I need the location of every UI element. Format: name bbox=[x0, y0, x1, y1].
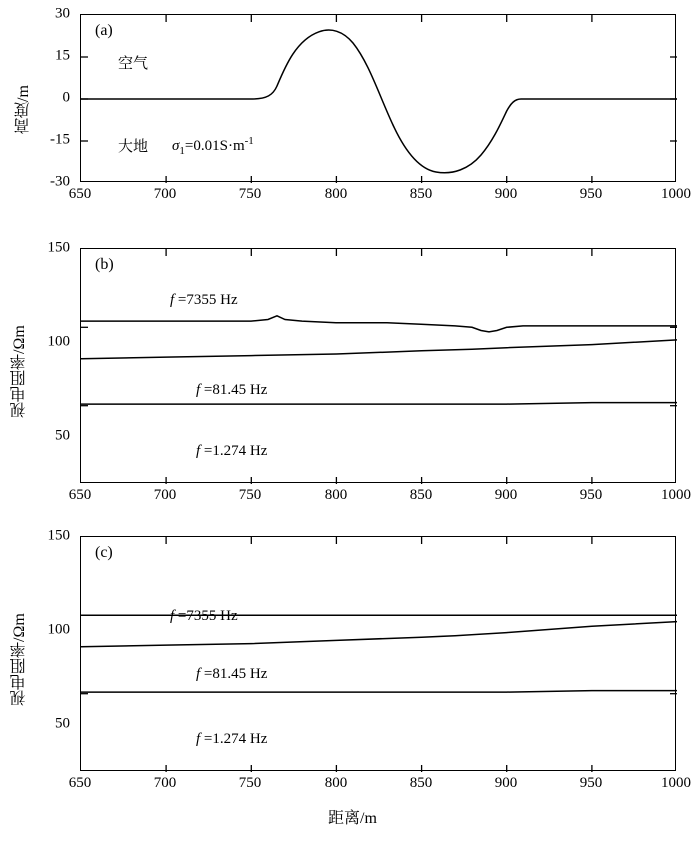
panel-c-plot-area bbox=[80, 536, 676, 771]
panel-b-xtick-3: 800 bbox=[324, 487, 348, 503]
panel-a-svg bbox=[81, 15, 677, 183]
panel-b-xtick-0: 650 bbox=[68, 487, 92, 503]
panel-c-xtick-2: 750 bbox=[238, 775, 262, 791]
panel-a-plot-area bbox=[80, 14, 676, 182]
panel-b-xtick-5: 900 bbox=[494, 487, 518, 503]
panel-c-label-7355 bbox=[170, 608, 238, 625]
panel-c-xtick-3: 800 bbox=[324, 775, 348, 791]
panel-b-xtick-7: 1000 bbox=[661, 487, 691, 503]
sigma-symbol: σ bbox=[172, 138, 180, 154]
panel-a-xtick-4: 850 bbox=[409, 186, 433, 202]
panel-b-ytick-0: 150 bbox=[47, 239, 70, 256]
panel-a-xtick-7: 1000 bbox=[661, 186, 691, 202]
freq-value: =1.274 Hz bbox=[200, 443, 268, 459]
panel-c-ytick-0: 150 bbox=[47, 527, 70, 544]
panel-c-svg bbox=[81, 537, 677, 772]
panel-b-label-7355 bbox=[170, 292, 238, 309]
panel-b-xtick-2: 750 bbox=[238, 487, 262, 503]
panel-c-curve-1274 bbox=[81, 691, 677, 693]
panel-a bbox=[0, 0, 700, 230]
panel-c-tag: (c) bbox=[95, 544, 113, 561]
panel-b bbox=[0, 232, 700, 522]
panel-b-plot-area bbox=[80, 248, 676, 483]
panel-a-annotation-air: 空气 bbox=[118, 56, 149, 72]
panel-c-ytick-2: 50 bbox=[55, 715, 70, 732]
freq-symbol: f bbox=[170, 608, 175, 624]
panel-b-curve-8145 bbox=[81, 340, 677, 359]
panel-c-curve-8145 bbox=[81, 622, 677, 647]
sigma-value: =0.01S·m bbox=[184, 138, 245, 154]
panel-b-label-1274 bbox=[196, 443, 267, 460]
panel-b-xtick-1: 700 bbox=[153, 487, 177, 503]
panel-b-ytick-1: 100 bbox=[47, 333, 70, 350]
panel-b-curve-1274 bbox=[81, 403, 677, 405]
panel-a-annotation-sigma bbox=[172, 135, 254, 157]
panel-a-terrain-curve bbox=[81, 30, 677, 173]
panel-a-ytick-1: 15 bbox=[55, 47, 70, 64]
panel-a-ytick-2: 0 bbox=[62, 89, 70, 106]
freq-value: =7355 Hz bbox=[174, 292, 238, 308]
freq-symbol: f bbox=[196, 731, 201, 747]
panel-b-ylabel: 视电阻率/Ωm bbox=[11, 325, 28, 419]
panel-a-ytick-3: -15 bbox=[50, 131, 70, 148]
panel-c bbox=[0, 520, 700, 847]
freq-symbol: f bbox=[196, 443, 201, 459]
panel-b-label-8145 bbox=[196, 382, 267, 399]
figure-xlabel: 距离/m bbox=[328, 810, 377, 827]
panel-c-label-8145 bbox=[196, 666, 267, 683]
freq-value: =1.274 Hz bbox=[200, 731, 268, 747]
panel-a-annotation-earth: 大地 bbox=[118, 139, 149, 155]
panel-b-ytick-2: 50 bbox=[55, 427, 70, 444]
panel-b-curve-7355 bbox=[81, 316, 677, 332]
freq-value: =81.45 Hz bbox=[200, 666, 268, 682]
panel-b-tag: (b) bbox=[95, 256, 114, 273]
panel-b-svg bbox=[81, 249, 677, 484]
panel-c-ylabel: 视电阻率/Ωm bbox=[11, 613, 28, 707]
panel-b-xtick-4: 850 bbox=[409, 487, 433, 503]
panel-c-xtick-0: 650 bbox=[68, 775, 92, 791]
freq-value: =81.45 Hz bbox=[200, 382, 268, 398]
panel-a-xtick-6: 950 bbox=[579, 186, 603, 202]
freq-value: =7355 Hz bbox=[174, 608, 238, 624]
panel-a-xtick-0: 650 bbox=[68, 186, 92, 202]
panel-a-xtick-1: 700 bbox=[153, 186, 177, 202]
panel-a-xtick-2: 750 bbox=[238, 186, 262, 202]
panel-c-label-1274 bbox=[196, 731, 267, 748]
panel-b-xtick-6: 950 bbox=[579, 487, 603, 503]
freq-symbol: f bbox=[170, 292, 175, 308]
panel-a-ylabel: 高度/m bbox=[15, 85, 32, 135]
panel-c-ytick-1: 100 bbox=[47, 621, 70, 638]
panel-a-xtick-3: 800 bbox=[324, 186, 348, 202]
panel-a-ytick-0: 30 bbox=[55, 5, 70, 22]
sigma-subscript: 1 bbox=[179, 145, 185, 157]
panel-a-xtick-5: 900 bbox=[494, 186, 518, 202]
panel-a-ytick-4: -30 bbox=[50, 173, 70, 190]
freq-symbol: f bbox=[196, 382, 201, 398]
freq-symbol: f bbox=[196, 666, 201, 682]
panel-c-xtick-4: 850 bbox=[409, 775, 433, 791]
panel-c-xtick-7: 1000 bbox=[661, 775, 691, 791]
sigma-exponent: -1 bbox=[244, 135, 254, 147]
panel-c-xtick-6: 950 bbox=[579, 775, 603, 791]
panel-a-tag: (a) bbox=[95, 22, 113, 39]
panel-c-xtick-5: 900 bbox=[494, 775, 518, 791]
panel-c-xtick-1: 700 bbox=[153, 775, 177, 791]
